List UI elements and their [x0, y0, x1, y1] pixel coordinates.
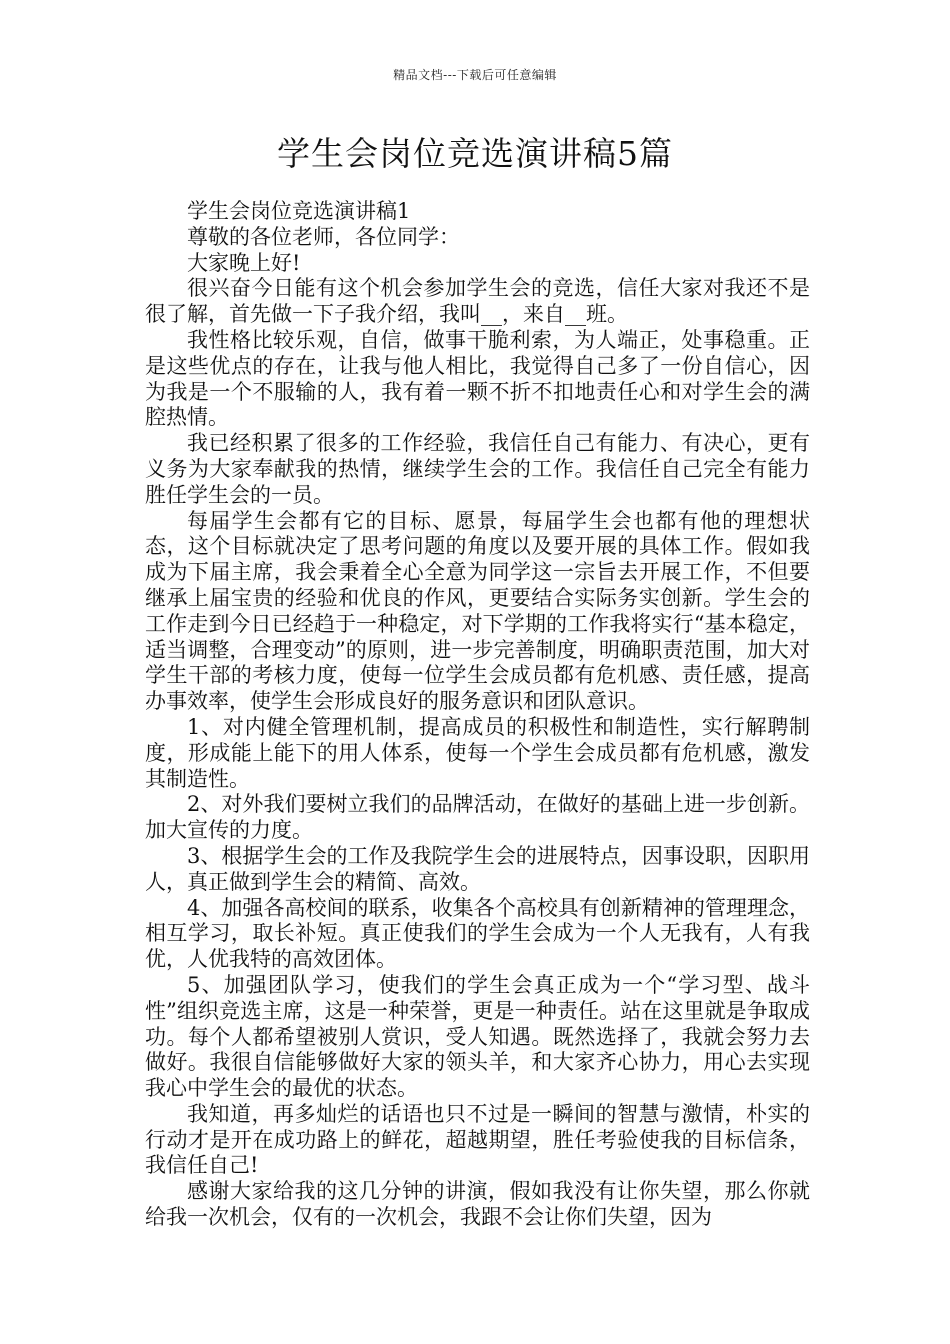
paragraph: 我性格比较乐观，自信，做事干脆利索，为人端正，处事稳重。正是这些优点的存在，让我与他人相比，我觉得自己多了一份自信心，因为我是一个不服输的人，我有着一颗不折不扣地责任心和对学生会的满腔热情。 — [145, 327, 810, 430]
paragraph-subtitle: 学生会岗位竞选演讲稿1 — [187, 199, 411, 223]
paragraph: 每届学生会都有它的目标、愿景，每届学生会也都有他的理想状态，这个目标就决定了思考问题的角度以及要开展的具体工作。假如我成为下届主席，我会秉着全心全意为同学这一宗旨去开展工作，不但要继承上届宝贵的经验和优良的作风，更要结合实际务实创新。学生会的工作走到今日已经趋于一种稳定，对下学期的工作我将实行“基本稳定，适当调整，合理变动”的原则，进一步完善制度，明确职责范围，加大对学生干部的考核力度，使每一位学生会成员都有危机感、责任感，提高办事效率，使学生会形成良好的服务意识和团队意识。 — [145, 508, 810, 714]
header-note: 精品文档---下载后可任意编辑 — [393, 68, 557, 82]
paragraph: 我知道，再多灿烂的话语也只不过是一瞬间的智慧与激情，朴实的行动才是开在成功路上的鲜花，超越期望，胜任考验使我的目标信条，我信任自己! — [145, 1101, 810, 1178]
paragraph-list-item: 3、根据学生会的工作及我院学生会的进展特点，因事设职，因职用人，真正做到学生会的精简、高效。 — [145, 843, 810, 894]
paragraph-greeting: 大家晚上好! — [187, 250, 301, 275]
document-title: 学生会岗位竞选演讲稿5篇 — [277, 134, 673, 173]
document-body — [145, 199, 810, 1231]
paragraph-list-item: 5、加强团队学习，使我们的学生会真正成为一个“学习型、战斗性”组织竞选主席，这是一种荣誉，更是一种责任。站在这里就是争取成功。每个人都希望被别人赏识，受人知遇。既然选择了，我就会努力去做好。我很自信能够做好大家的领头羊，和大家齐心协力，用心去实现我心中学生会的最优的状态。 — [145, 972, 810, 1101]
paragraph: 我已经积累了很多的工作经验，我信任自己有能力、有决心，更有义务为大家奉献我的热情，继续学生会的工作。我信任自己完全有能力胜任学生会的一员。 — [145, 431, 810, 507]
paragraph-list-item: 4、加强各高校间的联系，收集各个高校具有创新精神的管理理念，相互学习，取长补短。真正使我们的学生会成为一个人无我有，人有我优，人优我特的高效团体。 — [145, 895, 810, 972]
paragraph-salutation: 尊敬的各位老师，各位同学： — [187, 224, 460, 249]
paragraph: 感谢大家给我的这几分钟的讲演，假如我没有让你失望，那么你就给我一次机会，仅有的一次机会，我跟不会让你们失望，因为 — [145, 1179, 810, 1230]
paragraph-list-item: 2、对外我们要树立我们的品牌活动，在做好的基础上进一步创新。加大宣传的力度。 — [145, 792, 810, 843]
paragraph-list-item: 1、对内健全管理机制，提高成员的积极性和制造性，实行解聘制度，形成能上能下的用人体系，使每一个学生会成员都有危机感，激发其制造性。 — [145, 714, 810, 791]
paragraph: 很兴奋今日能有这个机会参加学生会的竞选，信任大家对我还不是很了解，首先做一下子我介绍，我叫__，来自__班。 — [145, 276, 810, 327]
